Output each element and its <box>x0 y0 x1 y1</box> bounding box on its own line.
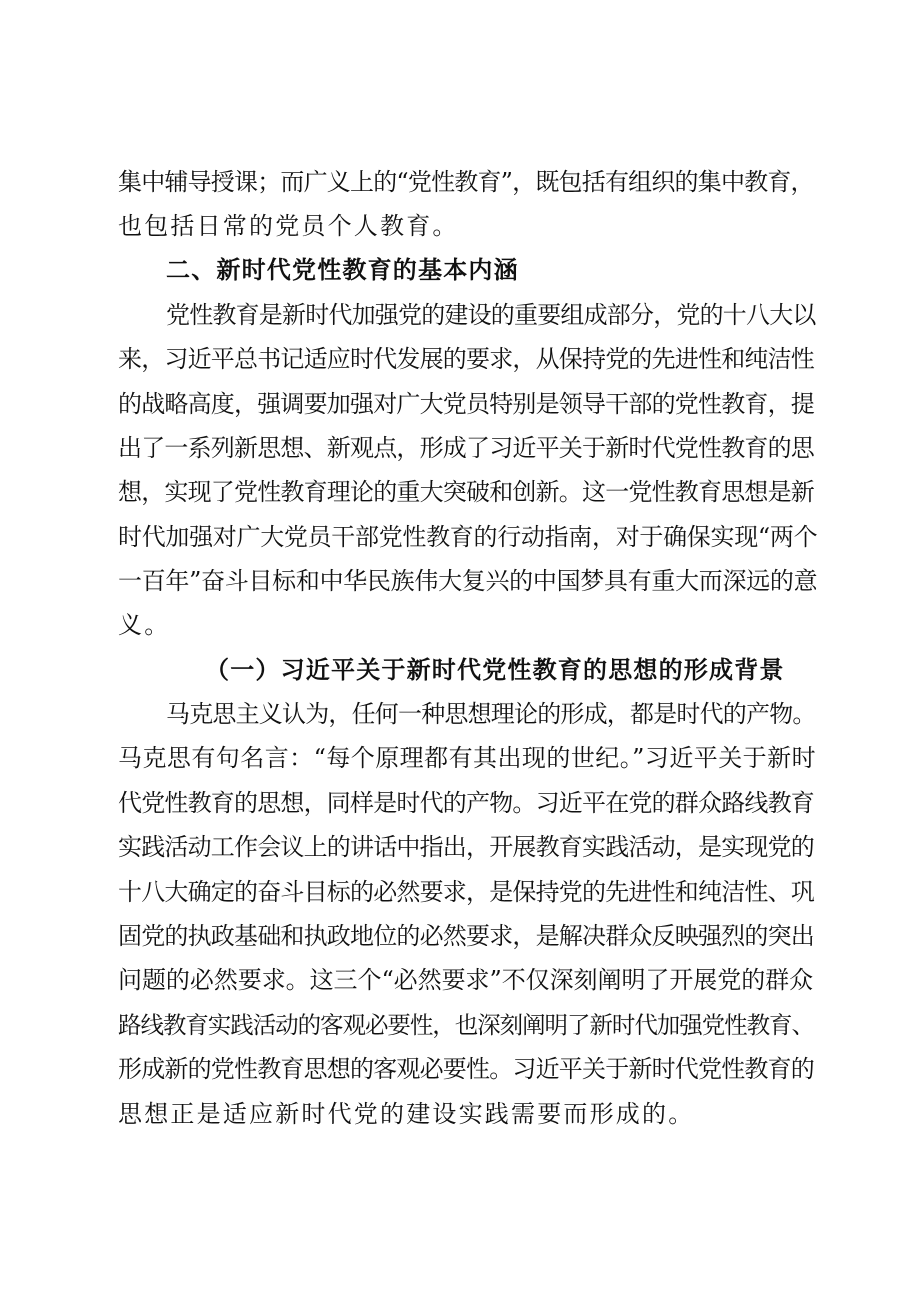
section-heading: 二、新时代党性教育的基本内涵 <box>166 256 519 284</box>
paragraph-line: 实践活动工作会议上的讲话中指出，开展教育实践活动，是实现党的 <box>118 833 814 861</box>
paragraph-line: 固党的执政基础和执政地位的必然要求，是解决群众反映强烈的突出 <box>118 922 814 950</box>
paragraph-line: 马克思有句名言：“每个原理都有其出现的世纪。”习近平关于新时 <box>118 744 817 772</box>
paragraph-line: 形成新的党性教育思想的客观必要性。习近平关于新时代党性教育的 <box>118 1055 814 1083</box>
paragraph-line: 马克思主义认为，任何一种思想理论的形成，都是时代的产物。 <box>166 700 816 728</box>
paragraph-line: 集中辅导授课；而广义上的“党性教育”，既包括有组织的集中教育， <box>118 168 814 196</box>
paragraph-line: 思想正是适应新时代党的建设实践需要而形成的。 <box>118 1100 695 1128</box>
paragraph-line: 义。 <box>118 611 171 639</box>
paragraph-line: 代党性教育的思想，同样是时代的产物。习近平在党的群众路线教育 <box>118 789 814 817</box>
paragraph-line: 十八大确定的奋斗目标的必然要求，是保持党的先进性和纯洁性、巩 <box>118 878 814 906</box>
paragraph-line: 时代加强对广大党员干部党性教育的行动指南，对于确保实现“两个 <box>118 523 818 551</box>
paragraph-line: 也包括日常的党员个人教育。 <box>118 212 459 240</box>
subsection-heading: （一）习近平关于新时代党性教育的思想的形成背景 <box>205 656 785 684</box>
paragraph-line: 来，习近平总书记适应时代发展的要求，从保持党的先进性和纯洁性 <box>118 345 814 373</box>
paragraph-line: 路线教育实践活动的客观必要性，也深刻阐明了新时代加强党性教育、 <box>118 1011 814 1039</box>
paragraph-line: 的战略高度，强调要加强对广大党员特别是领导干部的党性教育，提 <box>118 390 814 418</box>
paragraph-line: 出了一系列新思想、新观点，形成了习近平关于新时代党性教育的思 <box>118 434 814 462</box>
paragraph-line: 一百年”奋斗目标和中华民族伟大复兴的中国梦具有重大而深远的意 <box>118 567 818 595</box>
paragraph-line: 想，实现了党性教育理论的重大突破和创新。这一党性教育思想是新 <box>118 478 814 506</box>
paragraph-line: 问题的必然要求。这三个“必然要求”不仅深刻阐明了开展党的群众 <box>118 966 814 994</box>
paragraph-line: 党性教育是新时代加强党的建设的重要组成部分，党的十八大以 <box>166 301 816 329</box>
